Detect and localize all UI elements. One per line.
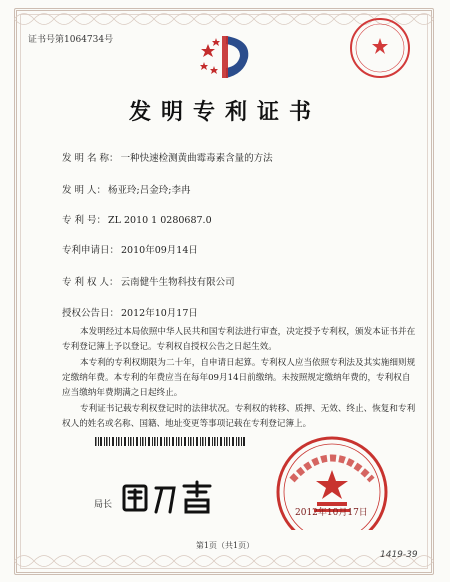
inventor-row	[62, 182, 190, 196]
director-signature	[118, 478, 218, 518]
application-date-row	[62, 242, 198, 256]
handwritten-note: 1419-39	[380, 550, 418, 560]
paragraph-legal-status: 专利证书记载专利权登记时的法律状况。专利权的转移、质押、无效、终止、恢复和专利权人的姓名或名称、国籍、地址变更等事项记载在专利登记簿上。	[62, 404, 416, 429]
invention-name-row	[62, 150, 273, 164]
director-label: 局长	[94, 500, 113, 510]
page-number: 第1页（共1页）	[195, 541, 255, 550]
field-value: ZL 2010 1 0280687.0	[108, 215, 212, 226]
paragraph-term: 本专利的专利权期限为二十年，自申请日起算。专利权人应当依照专利法及其实施细则规定缴纳年费。本专利的年费应当在每年09月14日前缴纳。未按照规定缴纳年费的，专利权自应当缴纳年费期满之日起终止。	[62, 358, 416, 398]
field-value: 2010年09月14日	[121, 245, 198, 256]
field-label: 发 明 名 称：	[62, 153, 119, 164]
bottom-border-pattern	[14, 550, 434, 572]
field-label: 专 利 权 人：	[62, 277, 119, 288]
barcode	[95, 437, 245, 446]
paragraph-grant: 本发明经过本局依照中华人民共和国专利法进行审查，决定授予专利权，颁发本证书并在专利登记簿上予以登记。专利权自授权公告之日起生效。	[62, 327, 416, 352]
patent-number-row	[62, 212, 212, 226]
field-value: 2012年10月17日	[121, 308, 198, 319]
field-label: 专 利 号：	[62, 215, 107, 226]
field-value: 云南健牛生物科技有限公司	[120, 277, 235, 288]
patent-office-logo-icon	[196, 28, 256, 84]
field-label: 专利申请日：	[62, 245, 120, 256]
patentee-row	[62, 274, 235, 288]
field-value: 杨亚玲;吕金玲;李冉	[108, 185, 191, 196]
field-label: 授权公告日：	[62, 308, 120, 319]
field-label: 发 明 人：	[62, 185, 107, 196]
grant-date-row	[62, 305, 198, 319]
certificate-title: 发明专利证书	[128, 99, 321, 125]
certificate-number: 证书号第1064734号	[28, 35, 114, 45]
seal-date: 2012年10月17日	[295, 508, 368, 518]
agency-seal-icon	[348, 16, 412, 80]
field-value: 一种快速检测黄曲霉毒素含量的方法	[120, 153, 273, 164]
